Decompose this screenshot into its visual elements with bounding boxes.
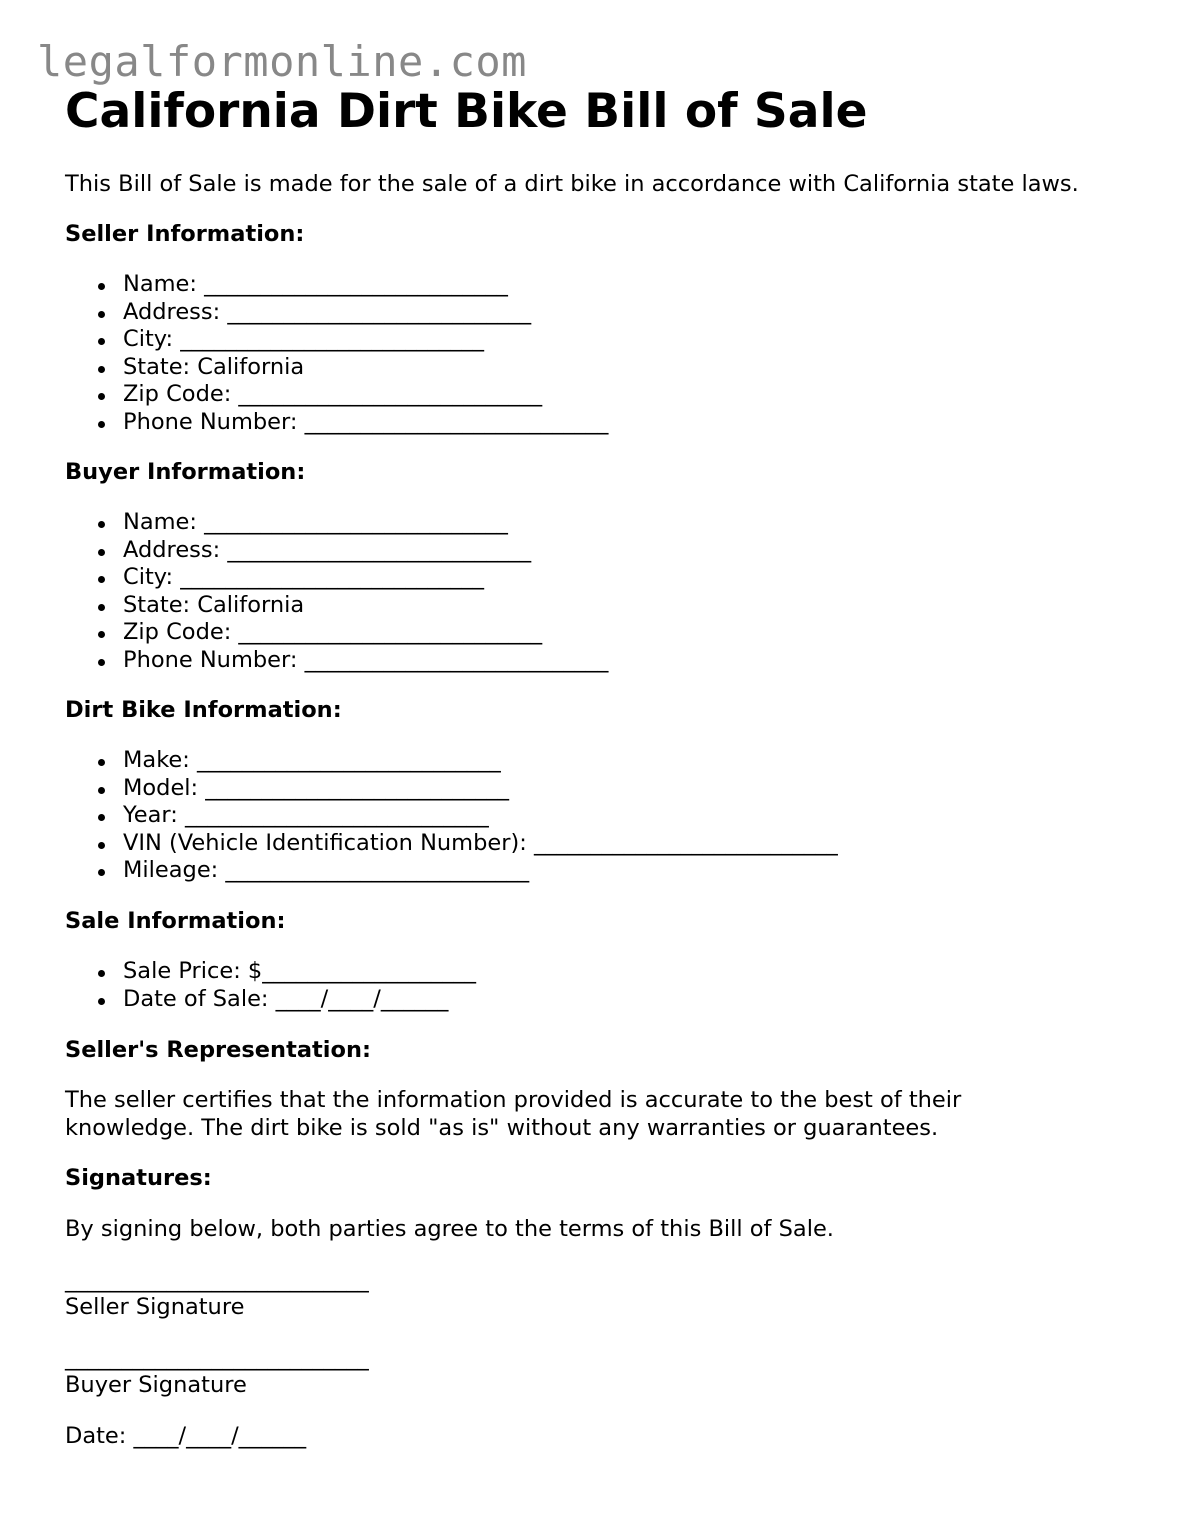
buyer-signature-line[interactable]: ___________________________	[65, 1345, 369, 1371]
representation-heading: Seller's Representation:	[65, 1037, 371, 1063]
signatures-heading: Signatures:	[65, 1165, 212, 1191]
buyer-city-field[interactable]: City: ___________________________	[65, 564, 608, 592]
bike-mileage-field[interactable]: Mileage: ___________________________	[65, 857, 838, 885]
buyer-phone-field[interactable]: Phone Number: ___________________________	[65, 647, 608, 675]
bike-model-field[interactable]: Model: ___________________________	[65, 775, 838, 803]
sale-price-field[interactable]: Sale Price: $___________________	[65, 958, 476, 986]
buyer-state-field: State: California	[65, 592, 608, 620]
buyer-signature-label: Buyer Signature	[65, 1372, 247, 1398]
watermark: legalformonline.com	[37, 37, 527, 86]
bike-heading: Dirt Bike Information:	[65, 697, 342, 723]
buyer-fields	[65, 509, 608, 674]
bike-make-field[interactable]: Make: ___________________________	[65, 747, 838, 775]
bike-vin-field[interactable]: VIN (Vehicle Identification Number): ___________________________	[65, 830, 838, 858]
bike-fields	[65, 747, 838, 885]
representation-line-1: The seller certifies that the information provided is accurate to the best of their	[65, 1087, 962, 1113]
sale-date-field[interactable]: Date of Sale: ____/____/______	[65, 986, 476, 1014]
seller-zip-field[interactable]: Zip Code: ___________________________	[65, 381, 608, 409]
seller-signature-line[interactable]: ___________________________	[65, 1267, 369, 1293]
buyer-zip-field[interactable]: Zip Code: ___________________________	[65, 619, 608, 647]
seller-fields	[65, 271, 608, 436]
buyer-address-field[interactable]: Address: ___________________________	[65, 537, 608, 565]
bike-year-field[interactable]: Year: ___________________________	[65, 802, 838, 830]
seller-heading: Seller Information:	[65, 221, 305, 247]
seller-address-field[interactable]: Address: ___________________________	[65, 299, 608, 327]
buyer-heading: Buyer Information:	[65, 459, 306, 485]
representation-line-2: knowledge. The dirt bike is sold "as is" without any warranties or guarantees.	[65, 1114, 939, 1141]
document-title: California Dirt Bike Bill of Sale	[65, 84, 868, 139]
signature-date-field[interactable]: Date: ____/____/______	[65, 1423, 307, 1449]
representation-text	[65, 1087, 961, 1142]
seller-state-field: State: California	[65, 354, 608, 382]
seller-signature-label: Seller Signature	[65, 1294, 245, 1320]
seller-name-field[interactable]: Name: ___________________________	[65, 271, 608, 299]
intro-text: This Bill of Sale is made for the sale of a dirt bike in accordance with California state laws.	[65, 171, 1079, 197]
sale-heading: Sale Information:	[65, 908, 286, 934]
seller-city-field[interactable]: City: ___________________________	[65, 326, 608, 354]
signatures-statement: By signing below, both parties agree to the terms of this Bill of Sale.	[65, 1216, 834, 1242]
buyer-name-field[interactable]: Name: ___________________________	[65, 509, 608, 537]
seller-phone-field[interactable]: Phone Number: ___________________________	[65, 409, 608, 437]
sale-fields	[65, 958, 476, 1013]
